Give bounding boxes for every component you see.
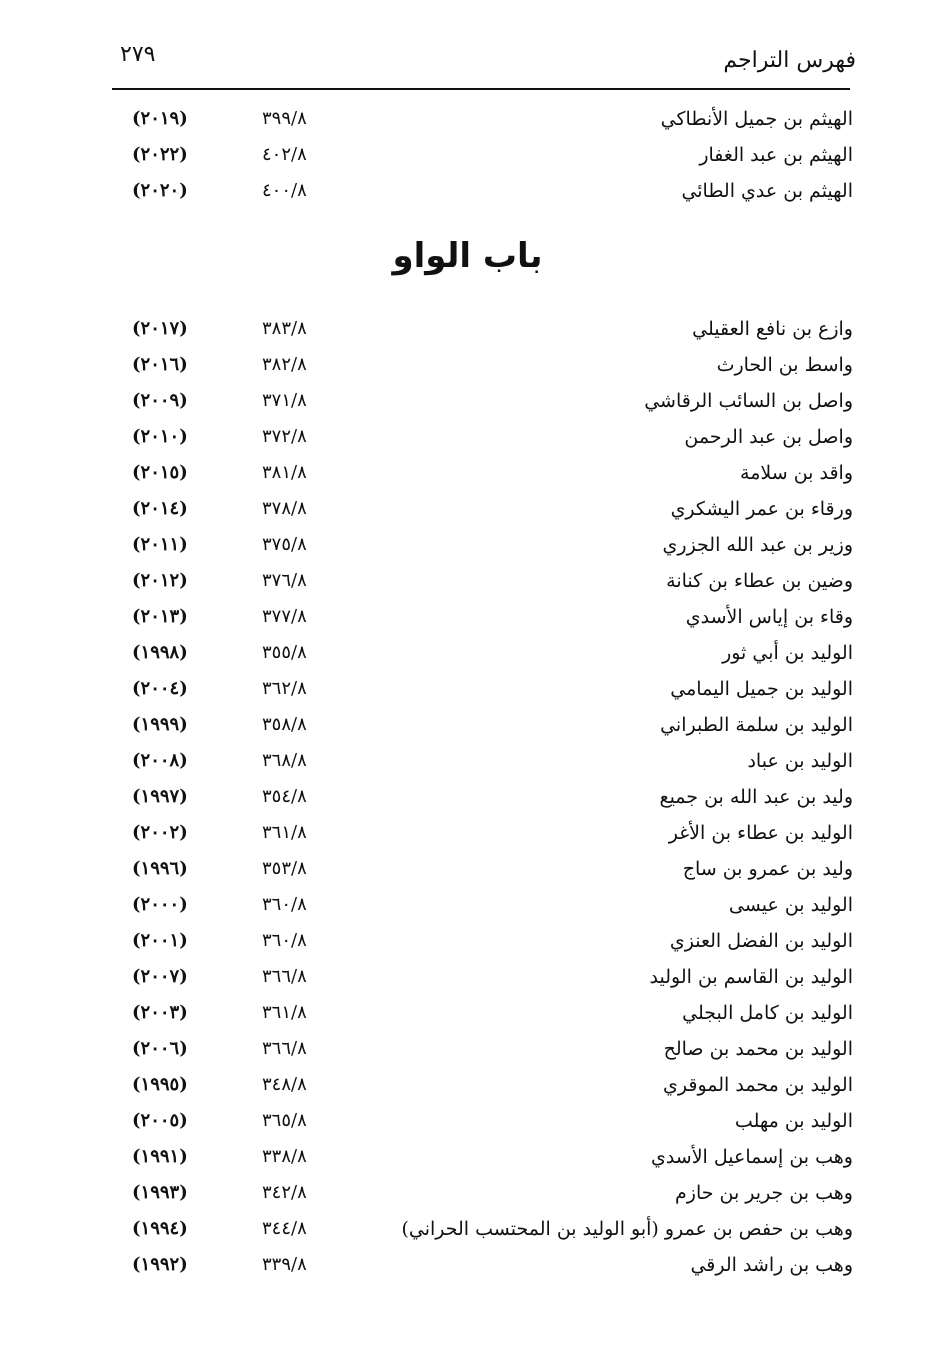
entry-number: (٢٠٠٢) (132, 822, 188, 843)
index-entry (0, 1146, 935, 1176)
entry-number: (١٩٩٥) (132, 1074, 188, 1095)
entry-number: (١٩٩٦) (132, 858, 188, 879)
index-entry (0, 714, 935, 744)
entry-number: (٢٠٠٤) (132, 678, 188, 699)
entry-number: (٢٠١٢) (132, 570, 188, 591)
entry-name: واصل بن عبد الرحمن (684, 426, 853, 448)
entry-volume-page: ٣٤٢/٨ (262, 1182, 307, 1203)
index-entry (0, 426, 935, 456)
index-entry (0, 858, 935, 888)
entry-number: (٢٠٢٠) (132, 180, 188, 201)
entry-name: الوليد بن أبي ثور (722, 642, 853, 664)
entry-name: الوليد بن كامل البجلي (682, 1002, 853, 1024)
entry-number: (٢٠٠٦) (132, 1038, 188, 1059)
entry-volume-page: ٣٧٧/٨ (262, 606, 307, 627)
entry-volume-page: ٣٧٢/٨ (262, 426, 307, 447)
entry-volume-page: ٣٨١/٨ (262, 462, 307, 483)
entry-name: الوليد بن عيسى (728, 894, 853, 916)
entry-volume-page: ٣٥٨/٨ (262, 714, 307, 735)
entry-volume-page: ٣٨٣/٨ (262, 318, 307, 339)
entry-volume-page: ٣٦٦/٨ (262, 966, 307, 987)
entry-number: (١٩٩٩) (132, 714, 188, 735)
entry-volume-page: ٣٩٩/٨ (262, 108, 307, 129)
index-entry (0, 108, 935, 138)
index-entry (0, 1182, 935, 1212)
entry-number: (٢٠٠٠) (132, 894, 188, 915)
entry-name: الوليد بن سلمة الطبراني (660, 714, 853, 736)
index-entry (0, 642, 935, 672)
page-header (110, 38, 856, 88)
entry-number: (٢٠١٥) (132, 462, 188, 483)
entry-number: (٢٠٠٣) (132, 1002, 188, 1023)
entry-name: الوليد بن محمد بن صالح (663, 1038, 853, 1060)
entry-name: وازع بن نافع العقيلي (692, 318, 853, 340)
entry-name: وليد بن عبد الله بن جميع (659, 786, 853, 808)
entry-number: (٢٠١٤) (132, 498, 188, 519)
entry-volume-page: ٣٥٤/٨ (262, 786, 307, 807)
entry-volume-page: ٣٧٦/٨ (262, 570, 307, 591)
index-entry (0, 786, 935, 816)
entry-number: (٢٠٢٢) (132, 144, 188, 165)
entry-number: (٢٠٠٩) (132, 390, 188, 411)
entry-volume-page: ٣٥٥/٨ (262, 642, 307, 663)
entry-number: (٢٠١٧) (132, 318, 188, 339)
entry-name: الوليد بن الفضل العنزي (669, 930, 853, 952)
index-entry (0, 750, 935, 780)
entry-name: الوليد بن مهلب (734, 1110, 853, 1132)
entry-number: (٢٠١٠) (132, 426, 188, 447)
entry-number: (١٩٩٤) (132, 1218, 188, 1239)
index-entry (0, 570, 935, 600)
index-entry (0, 678, 935, 708)
index-entry (0, 1002, 935, 1032)
entry-volume-page: ٣٧٥/٨ (262, 534, 307, 555)
index-entry (0, 462, 935, 492)
entry-name: ورقاء بن عمر اليشكري (670, 498, 853, 520)
entry-volume-page: ٣٦١/٨ (262, 1002, 307, 1023)
entry-volume-page: ٤٠٠/٨ (262, 180, 307, 201)
entry-name: الهيثم بن عدي الطائي (681, 180, 853, 202)
index-entry (0, 966, 935, 996)
entry-number: (٢٠١٩) (132, 108, 188, 129)
entry-name: وهب بن إسماعيل الأسدي (650, 1146, 853, 1168)
entry-name: الوليد بن عباد (747, 750, 853, 772)
index-entry (0, 1074, 935, 1104)
entry-volume-page: ٣٦٠/٨ (262, 894, 307, 915)
entry-name: واصل بن السائب الرقاشي (644, 390, 853, 412)
entry-number: (٢٠٠١) (132, 930, 188, 951)
entry-name: الوليد بن محمد الموقري (663, 1074, 853, 1096)
index-entry (0, 390, 935, 420)
entry-number: (١٩٩٧) (132, 786, 188, 807)
index-entry (0, 318, 935, 348)
entry-volume-page: ٣٦٠/٨ (262, 930, 307, 951)
entry-number: (٢٠٠٨) (132, 750, 188, 771)
entry-volume-page: ٣٦٨/٨ (262, 750, 307, 771)
index-entry (0, 1038, 935, 1068)
entry-volume-page: ٣٧٨/٨ (262, 498, 307, 519)
entry-name: واسط بن الحارث (716, 354, 853, 376)
index-entry (0, 534, 935, 564)
entry-number: (٢٠١٣) (132, 606, 188, 627)
entry-name: واقد بن سلامة (740, 462, 853, 484)
entry-number: (١٩٩٣) (132, 1182, 188, 1203)
index-entry (0, 180, 935, 210)
entry-volume-page: ٣٤٤/٨ (262, 1218, 307, 1239)
page-number: ٢٧٩ (120, 42, 156, 67)
entry-volume-page: ٣٦٥/٨ (262, 1110, 307, 1131)
index-entry (0, 1254, 935, 1284)
entry-number: (٢٠٠٥) (132, 1110, 188, 1131)
entry-name: وليد بن عمرو بن ساج (682, 858, 853, 880)
entry-name: وهب بن حفص بن عمرو (أبو الوليد بن المحتسب الحراني) (401, 1218, 853, 1240)
entry-name: الهيثم بن عبد الغفار (699, 144, 853, 166)
entry-number: (٢٠١٦) (132, 354, 188, 375)
entry-volume-page: ٣٦١/٨ (262, 822, 307, 843)
entry-volume-page: ٣٦٦/٨ (262, 1038, 307, 1059)
index-entry (0, 894, 935, 924)
index-entry (0, 1218, 935, 1248)
entry-volume-page: ٤٠٢/٨ (262, 144, 307, 165)
entry-number: (١٩٩٨) (132, 642, 188, 663)
page-title: فهرس التراجم (723, 48, 856, 73)
entry-name: الوليد بن جميل اليمامي (670, 678, 853, 700)
entry-number: (١٩٩١) (132, 1146, 188, 1167)
index-entry (0, 354, 935, 384)
entry-name: وهب بن راشد الرقي (690, 1254, 853, 1276)
entry-name: الهيثم بن جميل الأنطاكي (660, 108, 853, 130)
entry-name: الوليد بن عطاء بن الأغر (668, 822, 853, 844)
entry-number: (١٩٩٢) (132, 1254, 188, 1275)
index-entry (0, 498, 935, 528)
entry-number: (٢٠٠٧) (132, 966, 188, 987)
entry-name: الوليد بن القاسم بن الوليد (649, 966, 853, 988)
index-entry (0, 144, 935, 174)
index-entry (0, 822, 935, 852)
entry-name: وضين بن عطاء بن كنانة (666, 570, 853, 592)
entry-volume-page: ٣٤٨/٨ (262, 1074, 307, 1095)
index-entry (0, 930, 935, 960)
section-heading: باب الواو (392, 236, 543, 276)
entry-name: وقاء بن إياس الأسدي (685, 606, 853, 628)
entry-volume-page: ٣٥٣/٨ (262, 858, 307, 879)
entry-name: وزير بن عبد الله الجزري (662, 534, 853, 556)
entry-volume-page: ٣٣٨/٨ (262, 1146, 307, 1167)
entry-volume-page: ٣٧١/٨ (262, 390, 307, 411)
header-rule (112, 88, 850, 90)
entry-name: وهب بن جرير بن حازم (675, 1182, 853, 1204)
entry-number: (٢٠١١) (132, 534, 188, 555)
index-entry (0, 1110, 935, 1140)
entry-volume-page: ٣٣٩/٨ (262, 1254, 307, 1275)
entry-volume-page: ٣٨٢/٨ (262, 354, 307, 375)
index-entry (0, 606, 935, 636)
entry-volume-page: ٣٦٢/٨ (262, 678, 307, 699)
